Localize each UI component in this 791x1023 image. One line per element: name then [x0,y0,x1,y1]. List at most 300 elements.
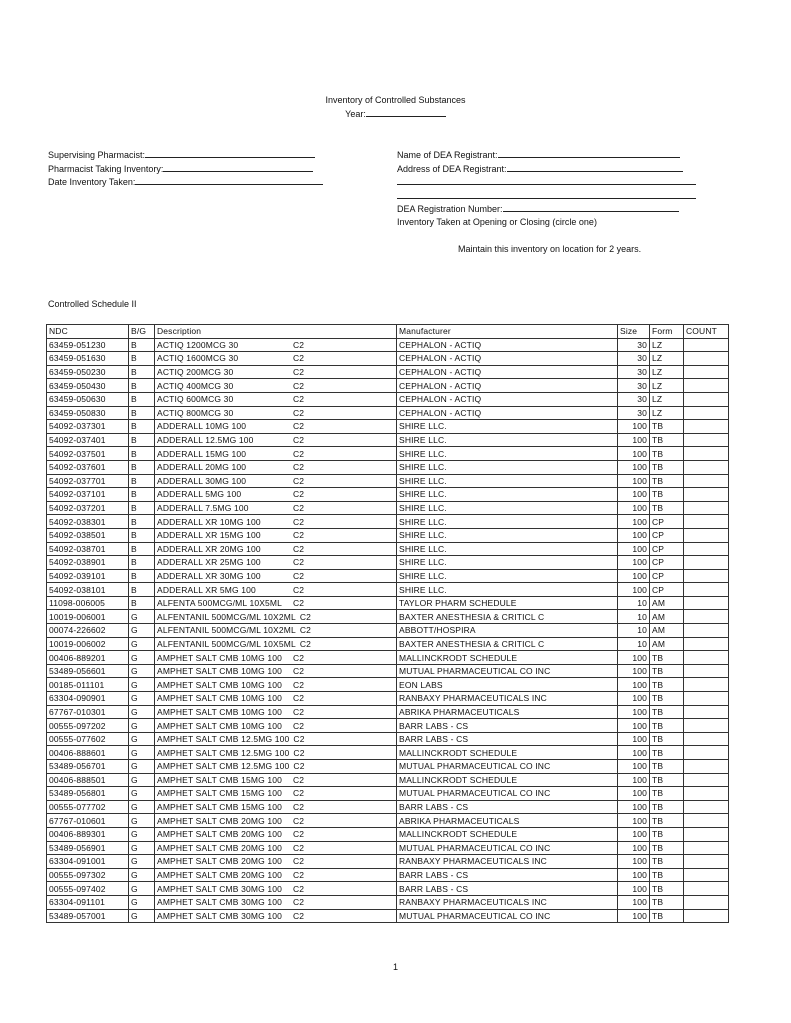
manufacturer-cell: ABRIKA PHARMACEUTICALS [397,814,618,828]
ndc-cell: 00185-011101 [47,678,129,692]
size-cell: 100 [618,433,650,447]
opening-closing-note: Inventory Taken at Opening or Closing (circle one) [397,217,597,227]
ndc-cell: 53489-056801 [47,787,129,801]
table-row [47,379,729,393]
count-input-cell[interactable] [684,678,729,692]
count-input-cell[interactable] [684,624,729,638]
count-input-cell[interactable] [684,542,729,556]
bg-cell: G [129,773,155,787]
schedule-code: C2 [293,706,305,717]
schedule-code: C2 [293,435,305,446]
ndc-cell: 54092-038101 [47,583,129,597]
form-cell: TB [650,732,684,746]
size-cell: 100 [618,719,650,733]
form-cell: TB [650,447,684,461]
schedule-code: C2 [293,679,305,690]
description-text: ADDERALL XR 5MG 100 [157,584,256,595]
schedule-code: C2 [293,829,305,840]
description-text: ADDERALL XR 10MG 100 [157,516,261,527]
schedule-code: C2 [293,842,305,853]
table-row [47,556,729,570]
table-row [47,488,729,502]
form-cell: TB [650,909,684,923]
description-text: AMPHET SALT CMB 20MG 100 [157,829,283,840]
bg-cell: B [129,447,155,461]
description-cell [155,664,397,678]
count-input-cell[interactable] [684,406,729,420]
count-input-cell[interactable] [684,719,729,733]
bg-cell: B [129,583,155,597]
manufacturer-cell: MUTUAL PHARMACEUTICAL CO INC [397,664,618,678]
count-input-cell[interactable] [684,433,729,447]
description-cell [155,868,397,882]
bg-cell: G [129,746,155,760]
ndc-cell: 00406-889301 [47,827,129,841]
size-cell: 100 [618,447,650,461]
description-text: AMPHET SALT CMB 15MG 100 [157,802,283,813]
description-text: ALFENTANIL 500MCG/ML 10X2ML [157,625,296,636]
description-cell [155,909,397,923]
description-cell [155,447,397,461]
description-text: ADDERALL 7.5MG 100 [157,503,249,514]
count-input-cell[interactable] [684,365,729,379]
count-input-cell[interactable] [684,787,729,801]
size-cell: 10 [618,610,650,624]
description-cell [155,379,397,393]
count-input-cell[interactable] [684,420,729,434]
ndc-cell: 54092-037601 [47,460,129,474]
form-cell: TB [650,841,684,855]
manufacturer-cell: SHIRE LLC. [397,420,618,434]
schedule-code: C2 [293,448,305,459]
ndc-cell: 63304-091101 [47,895,129,909]
schedule-code: C2 [293,353,305,364]
count-input-cell[interactable] [684,392,729,406]
manufacturer-cell: BARR LABS - CS [397,800,618,814]
dea-registration-label: DEA Registration Number: [397,204,503,214]
description-text: ADDERALL XR 15MG 100 [157,530,261,541]
table-row [47,827,729,841]
ndc-cell: 54092-037101 [47,488,129,502]
date-inventory-taken-blank[interactable] [135,176,323,185]
manufacturer-cell: SHIRE LLC. [397,515,618,529]
size-cell: 100 [618,800,650,814]
maintain-note: Maintain this inventory on location for 2 years. [458,244,642,254]
manufacturer-cell: SHIRE LLC. [397,556,618,570]
count-input-cell[interactable] [684,664,729,678]
bg-cell: B [129,379,155,393]
dea-registrant-field[interactable] [397,149,680,160]
bg-cell: G [129,637,155,651]
form-cell: TB [650,814,684,828]
size-cell: 100 [618,827,650,841]
manufacturer-cell: BARR LABS - CS [397,882,618,896]
table-row [47,637,729,651]
ndc-cell: 00555-077702 [47,800,129,814]
ndc-cell: 00406-889201 [47,651,129,665]
bg-cell: G [129,664,155,678]
table-row [47,651,729,665]
bg-cell: G [129,732,155,746]
description-cell [155,841,397,855]
size-cell: 100 [618,556,650,570]
manufacturer-cell: SHIRE LLC. [397,460,618,474]
description-text: AMPHET SALT CMB 10MG 100 [157,693,283,704]
year-blank[interactable] [366,108,446,117]
description-text: ADDERALL 12.5MG 100 [157,435,254,446]
description-cell [155,596,397,610]
count-input-cell[interactable] [684,637,729,651]
description-text: ADDERALL 30MG 100 [157,475,247,486]
pharmacist-taking-inventory-blank[interactable] [163,163,313,172]
count-input-cell[interactable] [684,760,729,774]
count-input-cell[interactable] [684,705,729,719]
ndc-cell: 54092-037201 [47,501,129,515]
bg-cell: B [129,460,155,474]
schedule-code: C2 [293,720,305,731]
ndc-cell: 63459-050430 [47,379,129,393]
table-row [47,719,729,733]
form-cell: CP [650,515,684,529]
count-input-cell[interactable] [684,488,729,502]
count-input-cell[interactable] [684,814,729,828]
size-cell: 30 [618,392,650,406]
address-line-2[interactable] [397,184,696,185]
manufacturer-cell: RANBAXY PHARMACEUTICALS INC [397,692,618,706]
description-cell [155,365,397,379]
count-input-cell[interactable] [684,379,729,393]
description-text: AMPHET SALT CMB 20MG 100 [157,870,283,881]
bg-cell: B [129,528,155,542]
description-text: AMPHET SALT CMB 20MG 100 [157,815,283,826]
schedule-code: C2 [293,883,305,894]
description-cell [155,569,397,583]
pharmacist-taking-inventory-label: Pharmacist Taking Inventory: [48,164,164,174]
table-row [47,501,729,515]
table-row [47,732,729,746]
count-input-cell[interactable] [684,460,729,474]
ndc-cell: 54092-037401 [47,433,129,447]
size-cell: 100 [618,773,650,787]
table-row [47,596,729,610]
bg-cell: G [129,882,155,896]
bg-cell: G [129,705,155,719]
description-text: ACTIQ 600MCG 30 [157,394,234,405]
count-input-cell[interactable] [684,800,729,814]
description-cell [155,678,397,692]
address-line-3[interactable] [397,198,696,199]
schedule-code: C2 [293,584,305,595]
form-cell: TB [650,746,684,760]
count-input-cell[interactable] [684,556,729,570]
schedule-code: C2 [293,693,305,704]
form-cell: TB [650,773,684,787]
manufacturer-cell: CEPHALON - ACTIQ [397,406,618,420]
size-cell: 30 [618,338,650,352]
description-cell [155,420,397,434]
bg-cell: G [129,827,155,841]
size-cell: 100 [618,515,650,529]
header-form: Form [650,325,684,339]
description-text: AMPHET SALT CMB 12.5MG 100 [157,734,290,745]
ndc-cell: 11098-006005 [47,596,129,610]
description-text: ACTIQ 400MCG 30 [157,380,234,391]
schedule-code: C2 [293,543,305,554]
table-body [47,338,729,923]
schedule-code: C2 [299,625,312,636]
bg-cell: G [129,814,155,828]
supervising-pharmacist-blank[interactable] [145,149,315,158]
count-input-cell[interactable] [684,596,729,610]
form-cell: AM [650,624,684,638]
count-input-cell[interactable] [684,841,729,855]
form-cell: LZ [650,392,684,406]
table-row [47,447,729,461]
ndc-cell: 63304-090901 [47,692,129,706]
table-row [47,882,729,896]
bg-cell: B [129,542,155,556]
manufacturer-cell: BARR LABS - CS [397,732,618,746]
header-ndc: NDC [47,325,129,339]
table-row [47,460,729,474]
count-input-cell[interactable] [684,895,729,909]
count-input-cell[interactable] [684,909,729,923]
supervising-pharmacist-field[interactable] [48,149,315,160]
description-text: AMPHET SALT CMB 10MG 100 [157,720,283,731]
description-cell [155,814,397,828]
description-cell [155,651,397,665]
form-cell: TB [650,719,684,733]
bg-cell: B [129,392,155,406]
description-text: ALFENTANIL 500MCG/ML 10X5ML [157,638,296,649]
count-input-cell[interactable] [684,651,729,665]
bg-cell: B [129,420,155,434]
description-cell [155,460,397,474]
pharmacist-taking-inventory-field[interactable] [48,163,313,174]
size-cell: 10 [618,637,650,651]
count-input-cell[interactable] [684,746,729,760]
ndc-cell: 54092-037301 [47,420,129,434]
description-cell [155,583,397,597]
count-input-cell[interactable] [684,569,729,583]
ndc-cell: 53489-056901 [47,841,129,855]
ndc-cell: 00406-888601 [47,746,129,760]
dea-registrant-blank[interactable] [498,149,680,158]
count-input-cell[interactable] [684,827,729,841]
size-cell: 100 [618,868,650,882]
table-header-row [47,325,729,339]
form-cell: TB [650,868,684,882]
bg-cell: B [129,338,155,352]
manufacturer-cell: MUTUAL PHARMACEUTICAL CO INC [397,760,618,774]
size-cell: 100 [618,474,650,488]
page-title: Inventory of Controlled Substances [325,95,466,105]
page-number: 1 [392,962,398,972]
size-cell: 100 [618,882,650,896]
bg-cell: G [129,895,155,909]
ndc-cell: 54092-038501 [47,528,129,542]
schedule-code: C2 [293,761,305,772]
description-text: ACTIQ 1600MCG 30 [157,353,239,364]
year-label: Year: [345,109,366,119]
bg-cell: G [129,841,155,855]
bg-cell: G [129,868,155,882]
size-cell: 100 [618,814,650,828]
manufacturer-cell: CEPHALON - ACTIQ [397,379,618,393]
size-cell: 100 [618,664,650,678]
description-cell [155,732,397,746]
form-cell: TB [650,488,684,502]
header-size: Size [618,325,650,339]
count-input-cell[interactable] [684,474,729,488]
table-row [47,800,729,814]
dea-registration-field[interactable] [397,203,679,214]
count-input-cell[interactable] [684,583,729,597]
manufacturer-cell: CEPHALON - ACTIQ [397,338,618,352]
size-cell: 100 [618,542,650,556]
table-row [47,352,729,366]
header-manufacturer: Manufacturer [397,325,618,339]
size-cell: 100 [618,678,650,692]
date-inventory-taken-field[interactable] [48,176,323,187]
form-cell: AM [650,637,684,651]
count-input-cell[interactable] [684,610,729,624]
size-cell: 100 [618,746,650,760]
form-cell: TB [650,705,684,719]
size-cell: 100 [618,705,650,719]
count-input-cell[interactable] [684,528,729,542]
schedule-code: C2 [293,897,305,908]
description-cell [155,895,397,909]
description-cell [155,637,397,651]
bg-cell: B [129,474,155,488]
manufacturer-cell: SHIRE LLC. [397,447,618,461]
table-row [47,909,729,923]
manufacturer-cell: MUTUAL PHARMACEUTICAL CO INC [397,909,618,923]
ndc-cell: 53489-056701 [47,760,129,774]
count-input-cell[interactable] [684,692,729,706]
form-cell: AM [650,610,684,624]
bg-cell: G [129,800,155,814]
table-row [47,692,729,706]
manufacturer-cell: BARR LABS - CS [397,868,618,882]
description-text: AMPHET SALT CMB 30MG 100 [157,883,283,894]
size-cell: 100 [618,732,650,746]
table-row [47,841,729,855]
schedule-code: C2 [293,570,305,581]
dea-address-field[interactable] [397,163,683,174]
form-cell: TB [650,460,684,474]
description-text: ADDERALL XR 30MG 100 [157,570,261,581]
bg-cell: G [129,678,155,692]
table-row [47,365,729,379]
form-cell: TB [650,664,684,678]
schedule-code: C2 [293,802,305,813]
table-row [47,705,729,719]
description-text: ADDERALL 15MG 100 [157,448,247,459]
description-cell [155,556,397,570]
schedule-code: C2 [293,462,305,473]
count-input-cell[interactable] [684,515,729,529]
ndc-cell: 54092-038301 [47,515,129,529]
ndc-cell: 67767-010601 [47,814,129,828]
count-input-cell[interactable] [684,855,729,869]
form-cell: TB [650,651,684,665]
description-text: AMPHET SALT CMB 12.5MG 100 [157,761,290,772]
description-cell [155,542,397,556]
ndc-cell: 00555-097202 [47,719,129,733]
table-row [47,664,729,678]
description-text: ALFENTA 500MCG/ML 10X5ML [157,598,283,609]
description-cell [155,746,397,760]
description-cell [155,760,397,774]
form-cell: CP [650,542,684,556]
count-input-cell[interactable] [684,773,729,787]
manufacturer-cell: SHIRE LLC. [397,474,618,488]
count-input-cell[interactable] [684,732,729,746]
description-text: AMPHET SALT CMB 15MG 100 [157,788,283,799]
form-cell: LZ [650,338,684,352]
form-cell: TB [650,800,684,814]
ndc-cell: 63459-051630 [47,352,129,366]
count-input-cell[interactable] [684,868,729,882]
count-input-cell[interactable] [684,882,729,896]
description-cell [155,692,397,706]
ndc-cell: 00555-077602 [47,732,129,746]
header-bg: B/G [129,325,155,339]
count-input-cell[interactable] [684,447,729,461]
schedule-label: Controlled Schedule II [48,299,137,309]
description-text: ADDERALL XR 20MG 100 [157,543,261,554]
year-field[interactable] [0,108,791,119]
count-input-cell[interactable] [684,501,729,515]
size-cell: 10 [618,624,650,638]
schedule-code: C2 [299,638,312,649]
description-text: AMPHET SALT CMB 10MG 100 [157,706,283,717]
size-cell: 100 [618,841,650,855]
size-cell: 100 [618,909,650,923]
manufacturer-cell: SHIRE LLC. [397,583,618,597]
count-input-cell[interactable] [684,352,729,366]
ndc-cell: 63459-050630 [47,392,129,406]
dea-registration-blank[interactable] [503,203,679,212]
bg-cell: B [129,556,155,570]
table-row [47,569,729,583]
bg-cell: G [129,692,155,706]
count-input-cell[interactable] [684,338,729,352]
description-text: AMPHET SALT CMB 30MG 100 [157,897,283,908]
description-cell [155,352,397,366]
manufacturer-cell: RANBAXY PHARMACEUTICALS INC [397,855,618,869]
description-cell [155,528,397,542]
form-cell: TB [650,895,684,909]
table-row [47,610,729,624]
form-cell: LZ [650,365,684,379]
manufacturer-cell: SHIRE LLC. [397,569,618,583]
description-cell [155,433,397,447]
table-row [47,855,729,869]
description-text: AMPHET SALT CMB 10MG 100 [157,666,283,677]
description-cell [155,827,397,841]
schedule-code: C2 [293,557,305,568]
ndc-cell: 00555-097402 [47,882,129,896]
size-cell: 100 [618,760,650,774]
inventory-table [46,324,729,923]
form-cell: TB [650,474,684,488]
size-cell: 30 [618,352,650,366]
dea-address-blank[interactable] [507,163,683,172]
bg-cell: G [129,760,155,774]
